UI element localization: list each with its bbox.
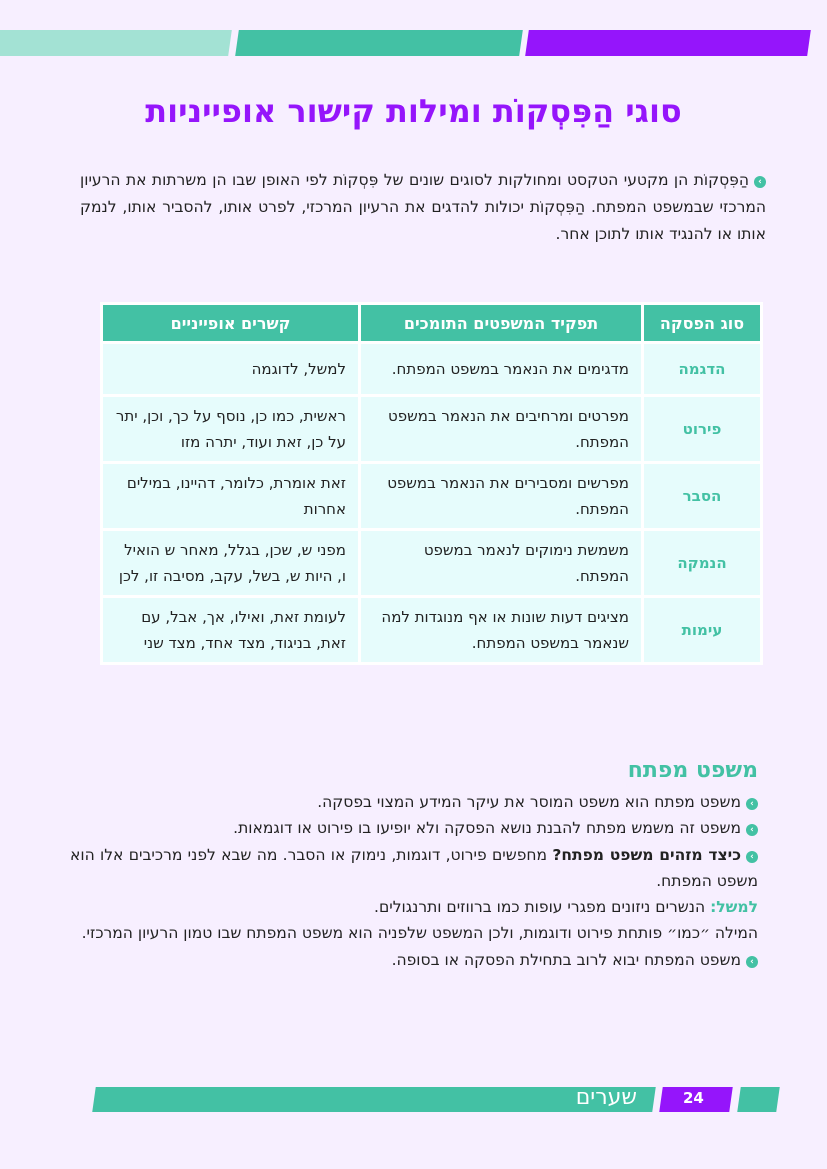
section-heading: משפט מפתח [627,758,758,783]
role-cell: משמשת נימוקים לנאמר במשפט המפתח. [361,531,641,595]
explanation-text: המילה ״כמו״ פותחת פירוט ודוגמות, ולכן המשפט שלפניה הוא משפט המפתח שבו טמון הרעיון המרכזי. [81,924,758,943]
table-row [103,464,760,528]
page-number: 24 [683,1089,704,1107]
connectors-cell: מפני ש, שכן, בגלל, מאחר ש הואיל ו, היות ש, בשל, עקב, מסיבה זו, לכן [103,531,358,595]
type-cell: הסבר [644,464,760,528]
intro-paragraph [80,167,766,248]
book-name: שערים [575,1085,637,1110]
decor-bar-teal [235,30,523,56]
page-footer [0,1087,827,1113]
footer-bar-small [737,1087,780,1112]
example-label: למשל: [710,898,758,917]
bullet-icon: › [746,851,758,863]
bullet-item [70,947,758,973]
header-connectors: קשרים אופייניים [103,305,358,341]
type-cell: הדגמה [644,344,760,394]
header-role: תפקיד המשפטים התומכים [361,305,641,341]
table-row [103,344,760,394]
bullet-text: מחפשים פירוט, דוגמות, נימוק או הסבר. מה שבא לפני מרכיבים אלו הוא משפט המפתח. [70,845,758,890]
bullet-item [70,842,758,895]
table-row [103,598,760,662]
key-sentence-section [70,758,758,973]
paragraph-types-table [100,302,763,665]
table-row [103,397,760,461]
role-cell: מפרשים ומסבירים את הנאמר במשפט המפתח. [361,464,641,528]
decor-bar-purple [525,30,811,56]
connectors-cell: ראשית, כמו כן, נוסף על כך, וכן, יתר על כן, זאת ועוד, יתרה מזו [103,397,358,461]
bullet-item [70,789,758,815]
bullet-text: משפט המפתח יבוא לרוב בתחילת הפסקה או בסופה. [391,950,741,969]
type-cell: הנמקה [644,531,760,595]
connectors-cell: זאת אומרת, כלומר, דהיינו, במילים אחרות [103,464,358,528]
type-cell: פירוט [644,397,760,461]
bullet-text: משפט זה משמש מפתח להבנת נושא הפסקה ולא יופיעו בו פירוט או דוגמאות. [233,819,741,838]
page-title: סוגי הַפִּסְקוֹת ומילות קישור אופייניות [145,92,682,130]
bullet-text: משפט מפתח הוא משפט המוסר את עיקר המידע המצוי בפסקה. [317,793,741,811]
bullet-bold-text: כיצד מזהים משפט מפתח? [552,845,741,864]
role-cell: מדגימים את הנאמר במשפט המפתח. [361,344,641,394]
connectors-cell: למשל, לדוגמה [103,344,358,394]
decor-bar-light [0,30,232,56]
example-text: הנשרים ניזונים מפגרי עופות כמו ברווזים ותרנגולים. [374,898,711,917]
bullet-icon: › [746,824,758,836]
bullet-item [70,815,758,841]
bullet-icon: › [754,176,766,188]
bullet-icon: › [746,956,758,968]
type-cell: עימות [644,598,760,662]
table-row [103,531,760,595]
connectors-cell: לעומת זאת, ואילו, אך, אבל, עם זאת, בניגוד, מצד אחד, מצד שני [103,598,358,662]
header-type: סוג הפסקה [644,305,760,341]
role-cell: מפרטים ומרחיבים את הנאמר במשפט המפתח. [361,397,641,461]
bullet-icon: › [746,798,758,810]
footer-bar-teal [92,1087,656,1112]
role-cell: מציגים דעות שונות או אף מנוגדות למה שנאמר במשפט המפתח. [361,598,641,662]
example-line [70,894,758,920]
intro-text: הַפִּסְקוֹת הן מקטעי הטקסט ומחולקות לסוגים שונים של פִּסְקוֹת לפי האופן שבו הן משרתות את הרעיון המרכזי שבמשפט המפתח. הַפִּסְקוֹת יכולות להדגים את הרעיון המרכזי, לפרט אותו, להסביר אותו, לנמק אותו או להנגיד אותו לתוכן אחר. [80,171,766,243]
